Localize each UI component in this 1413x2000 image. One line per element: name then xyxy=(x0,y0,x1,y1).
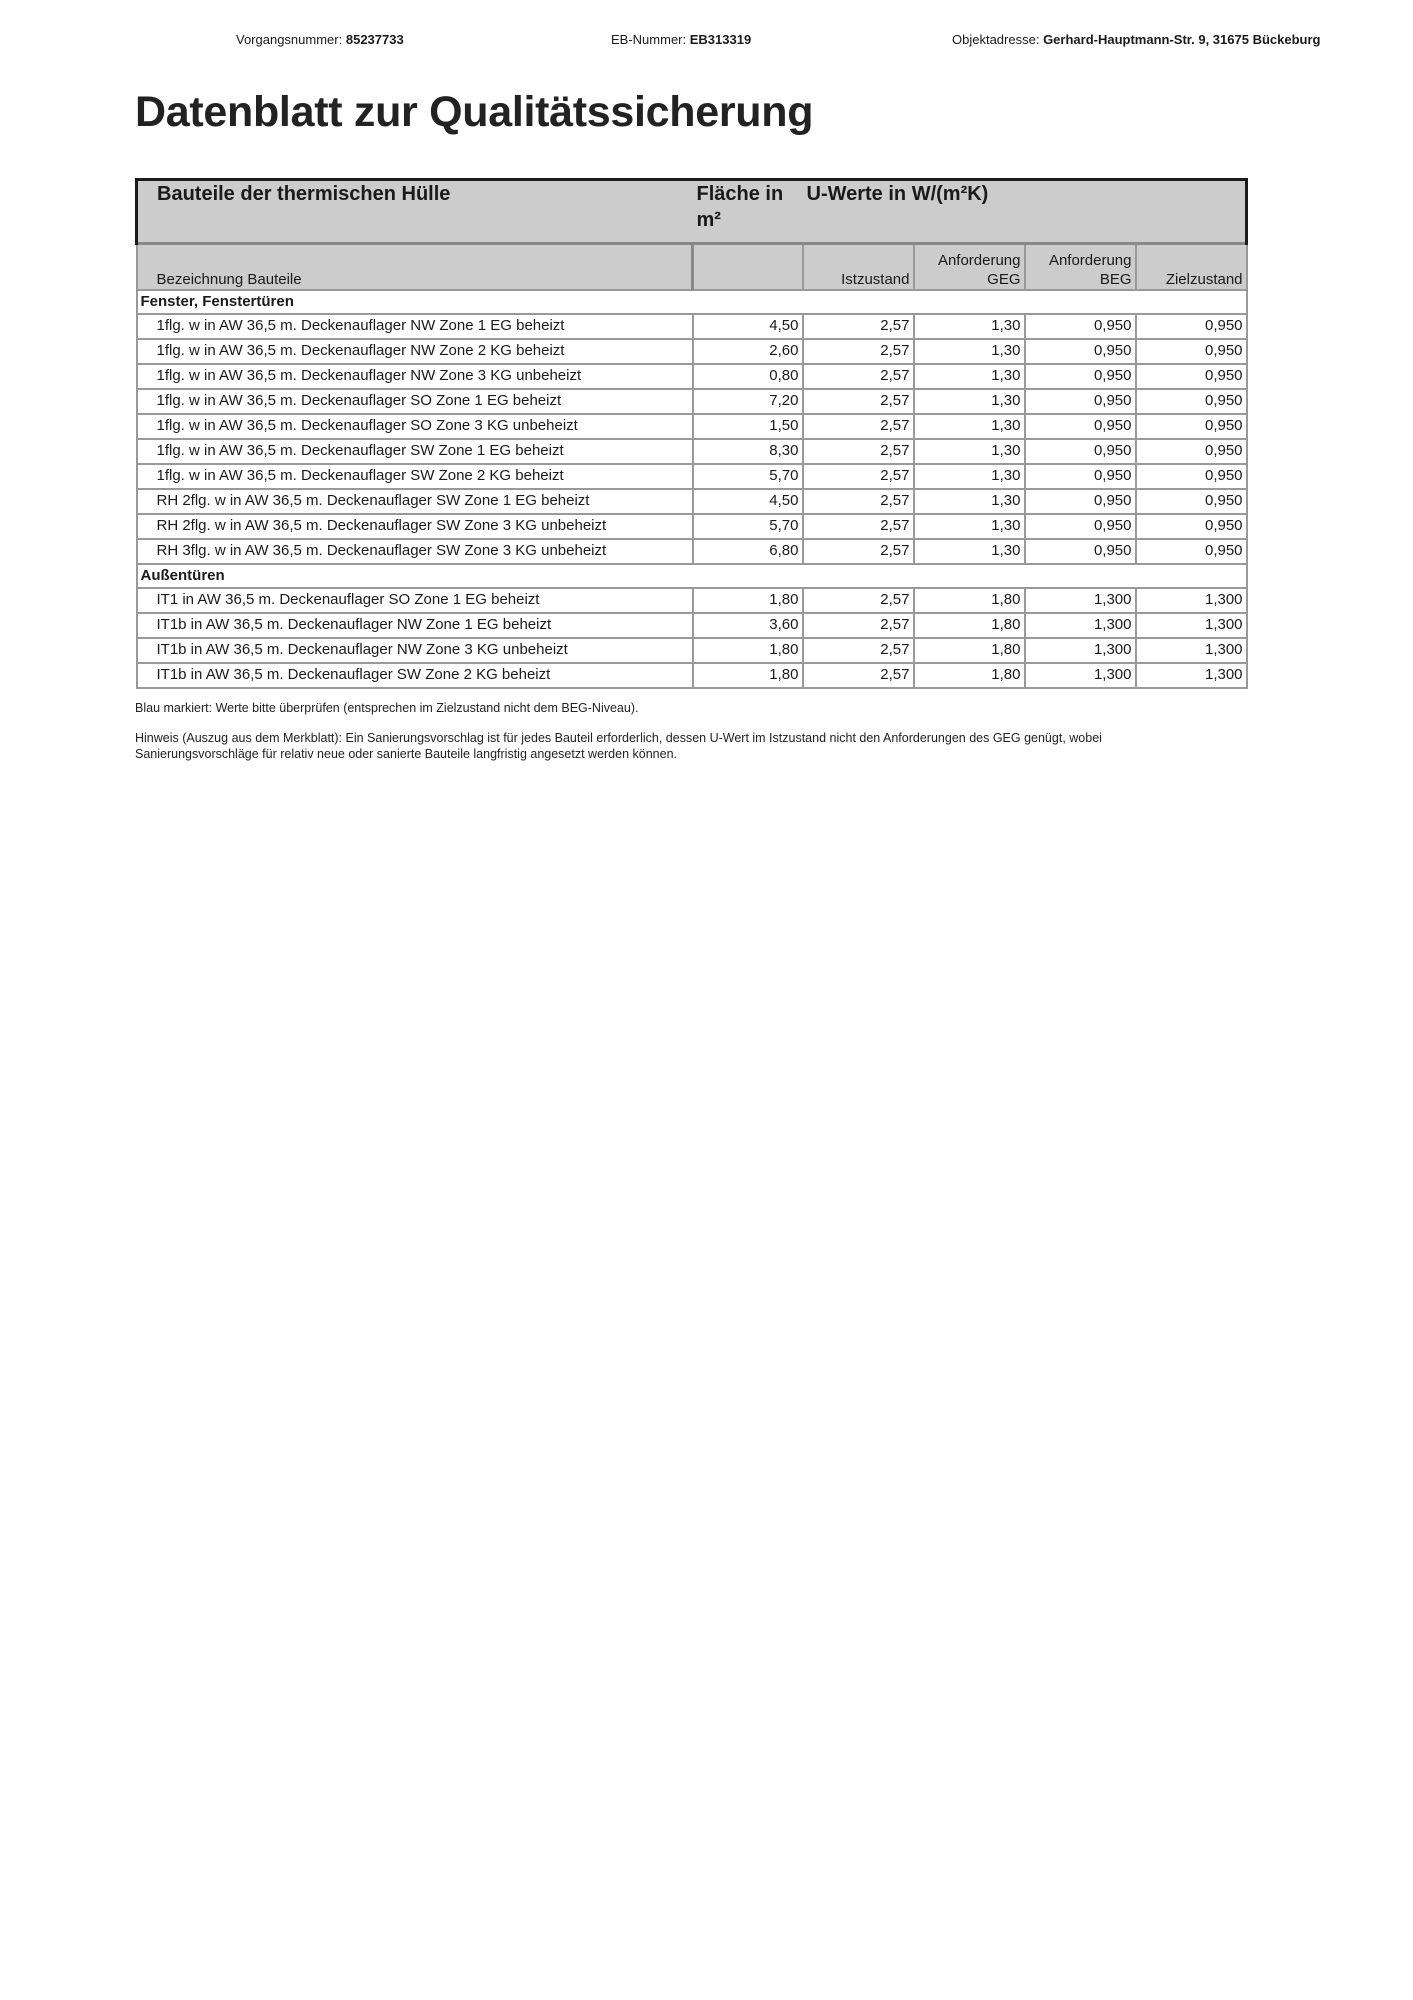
col-header-ist: Istzustand xyxy=(803,244,914,290)
table-group-header-row xyxy=(137,180,1247,244)
cell-zielzustand: 0,950 xyxy=(1136,439,1247,464)
cell-anforderung-beg: 0,950 xyxy=(1025,364,1136,389)
cell-anforderung-geg: 1,30 xyxy=(914,439,1025,464)
cell-istzustand: 2,57 xyxy=(803,364,914,389)
cell-anforderung-beg: 1,300 xyxy=(1025,638,1136,663)
cell-anforderung-geg: 1,80 xyxy=(914,663,1025,688)
table-column-header-row xyxy=(137,244,1247,290)
cell-anforderung-geg: 1,30 xyxy=(914,489,1025,514)
cell-istzustand: 2,57 xyxy=(803,638,914,663)
cell-anforderung-geg: 1,30 xyxy=(914,389,1025,414)
cell-bauteil: IT1b in AW 36,5 m. Deckenauflager NW Zone 3 KG unbeheizt xyxy=(137,638,693,663)
cell-flaeche: 1,80 xyxy=(693,663,803,688)
cell-zielzustand: 0,950 xyxy=(1136,414,1247,439)
cell-bauteil: RH 3flg. w in AW 36,5 m. Deckenauflager SW Zone 3 KG unbeheizt xyxy=(137,539,693,564)
objektadresse-value: Gerhard-Hauptmann-Str. 9, 31675 Bückeburg xyxy=(1043,32,1321,47)
col-header-beg-line1: Anforderung xyxy=(1048,251,1132,269)
table-row xyxy=(137,588,1247,613)
cell-istzustand: 2,57 xyxy=(803,539,914,564)
col-header-beg xyxy=(1025,244,1136,290)
col-header-ziel: Zielzustand xyxy=(1136,244,1247,290)
table-row xyxy=(137,613,1247,638)
page-title: Datenblatt zur Qualitätssicherung xyxy=(135,88,814,136)
cell-anforderung-beg: 0,950 xyxy=(1025,414,1136,439)
table-row xyxy=(137,314,1247,339)
cell-flaeche: 2,60 xyxy=(693,339,803,364)
cell-istzustand: 2,57 xyxy=(803,439,914,464)
cell-bauteil: 1flg. w in AW 36,5 m. Deckenauflager NW Zone 1 EG beheizt xyxy=(137,314,693,339)
cell-bauteil: IT1b in AW 36,5 m. Deckenauflager NW Zone 1 EG beheizt xyxy=(137,613,693,638)
cell-flaeche: 5,70 xyxy=(693,464,803,489)
cell-istzustand: 2,57 xyxy=(803,414,914,439)
cell-anforderung-geg: 1,30 xyxy=(914,364,1025,389)
cell-anforderung-beg: 0,950 xyxy=(1025,314,1136,339)
cell-bauteil: IT1 in AW 36,5 m. Deckenauflager SO Zone 1 EG beheizt xyxy=(137,588,693,613)
cell-istzustand: 2,57 xyxy=(803,514,914,539)
table-row xyxy=(137,539,1247,564)
merkblatt-hint xyxy=(135,730,1265,762)
cell-anforderung-beg: 0,950 xyxy=(1025,389,1136,414)
cell-istzustand: 2,57 xyxy=(803,389,914,414)
cell-anforderung-geg: 1,80 xyxy=(914,613,1025,638)
hint-line-1: Hinweis (Auszug aus dem Merkblatt): Ein Sanierungsvorschlag ist für jedes Bauteil erforderlich, dessen U-Wert im Istzustand nicht den Anforderungen des GEG genügt, wobei xyxy=(135,731,1102,745)
table-row xyxy=(137,364,1247,389)
table-row xyxy=(137,414,1247,439)
group-header: Bauteile der thermischen Hülle xyxy=(137,180,693,244)
cell-zielzustand: 0,950 xyxy=(1136,314,1247,339)
table-row xyxy=(137,663,1247,688)
cell-anforderung-beg: 1,300 xyxy=(1025,613,1136,638)
cell-flaeche: 1,80 xyxy=(693,638,803,663)
cell-anforderung-beg: 0,950 xyxy=(1025,339,1136,364)
eb-nummer-value: EB313319 xyxy=(689,32,752,47)
cell-zielzustand: 1,300 xyxy=(1136,588,1247,613)
cell-flaeche: 7,20 xyxy=(693,389,803,414)
cell-anforderung-beg: 0,950 xyxy=(1025,464,1136,489)
cell-istzustand: 2,57 xyxy=(803,314,914,339)
cell-anforderung-beg: 0,950 xyxy=(1025,539,1136,564)
cell-bauteil: 1flg. w in AW 36,5 m. Deckenauflager SW Zone 1 EG beheizt xyxy=(137,439,693,464)
cell-istzustand: 2,57 xyxy=(803,464,914,489)
objektadresse xyxy=(952,32,1320,47)
section-title: Fenster, Fenstertüren xyxy=(137,290,1247,314)
cell-istzustand: 2,57 xyxy=(803,613,914,638)
col-header-geg-line1: Anforderung xyxy=(937,251,1021,269)
col-header-area xyxy=(693,244,803,290)
cell-flaeche: 8,30 xyxy=(693,439,803,464)
cell-flaeche: 1,80 xyxy=(693,588,803,613)
eb-nummer xyxy=(611,32,751,47)
cell-zielzustand: 0,950 xyxy=(1136,364,1247,389)
cell-zielzustand: 0,950 xyxy=(1136,539,1247,564)
cell-zielzustand: 0,950 xyxy=(1136,489,1247,514)
cell-zielzustand: 0,950 xyxy=(1136,389,1247,414)
cell-anforderung-beg: 0,950 xyxy=(1025,514,1136,539)
area-header-line1: Fläche in xyxy=(696,183,784,205)
cell-flaeche: 1,50 xyxy=(693,414,803,439)
cell-bauteil: 1flg. w in AW 36,5 m. Deckenauflager SO Zone 3 KG unbeheizt xyxy=(137,414,693,439)
cell-anforderung-geg: 1,30 xyxy=(914,314,1025,339)
cell-flaeche: 6,80 xyxy=(693,539,803,564)
cell-anforderung-geg: 1,30 xyxy=(914,414,1025,439)
cell-anforderung-geg: 1,30 xyxy=(914,514,1025,539)
cell-flaeche: 5,70 xyxy=(693,514,803,539)
vorgangsnummer-value: 85237733 xyxy=(345,32,404,47)
cell-zielzustand: 1,300 xyxy=(1136,613,1247,638)
table-row xyxy=(137,439,1247,464)
cell-bauteil: RH 2flg. w in AW 36,5 m. Deckenauflager SW Zone 1 EG beheizt xyxy=(137,489,693,514)
cell-anforderung-geg: 1,30 xyxy=(914,464,1025,489)
section-row xyxy=(137,564,1247,588)
table-row xyxy=(137,638,1247,663)
cell-zielzustand: 0,950 xyxy=(1136,464,1247,489)
area-header-line2: m² xyxy=(696,209,721,231)
cell-anforderung-beg: 1,300 xyxy=(1025,663,1136,688)
col-header-beg-line2: BEG xyxy=(1099,270,1132,288)
cell-bauteil: RH 2flg. w in AW 36,5 m. Deckenauflager SW Zone 3 KG unbeheizt xyxy=(137,514,693,539)
cell-anforderung-geg: 1,30 xyxy=(914,339,1025,364)
uvalue-header: U-Werte in W/(m²K) xyxy=(803,180,1247,244)
cell-bauteil: 1flg. w in AW 36,5 m. Deckenauflager NW Zone 3 KG unbeheizt xyxy=(137,364,693,389)
cell-anforderung-beg: 0,950 xyxy=(1025,439,1136,464)
col-header-name: Bezeichnung Bauteile xyxy=(137,244,693,290)
cell-anforderung-geg: 1,80 xyxy=(914,638,1025,663)
cell-anforderung-beg: 1,300 xyxy=(1025,588,1136,613)
vorgangsnummer xyxy=(236,32,404,47)
cell-istzustand: 2,57 xyxy=(803,663,914,688)
table-row xyxy=(137,389,1247,414)
cell-flaeche: 3,60 xyxy=(693,613,803,638)
eb-nummer-label: EB-Nummer: xyxy=(611,32,687,47)
table-row xyxy=(137,339,1247,364)
cell-istzustand: 2,57 xyxy=(803,489,914,514)
bauteile-table xyxy=(135,178,1248,689)
area-header xyxy=(693,180,803,244)
section-row xyxy=(137,290,1247,314)
cell-zielzustand: 1,300 xyxy=(1136,663,1247,688)
cell-anforderung-geg: 1,30 xyxy=(914,539,1025,564)
cell-anforderung-beg: 0,950 xyxy=(1025,489,1136,514)
col-header-geg-line2: GEG xyxy=(987,270,1021,288)
document-header xyxy=(0,32,1413,52)
table-row xyxy=(137,514,1247,539)
objektadresse-label: Objektadresse: xyxy=(952,32,1040,47)
table-row xyxy=(137,464,1247,489)
vorgangsnummer-label: Vorgangsnummer: xyxy=(236,32,343,47)
cell-bauteil: 1flg. w in AW 36,5 m. Deckenauflager SO Zone 1 EG beheizt xyxy=(137,389,693,414)
section-title: Außentüren xyxy=(137,564,1247,588)
cell-bauteil: 1flg. w in AW 36,5 m. Deckenauflager SW Zone 2 KG beheizt xyxy=(137,464,693,489)
hint-line-2: Sanierungsvorschläge für relativ neue oder sanierte Bauteile langfristig angesetzt werden können. xyxy=(135,747,677,761)
cell-bauteil: IT1b in AW 36,5 m. Deckenauflager SW Zone 2 KG beheizt xyxy=(137,663,693,688)
cell-zielzustand: 1,300 xyxy=(1136,638,1247,663)
cell-anforderung-geg: 1,80 xyxy=(914,588,1025,613)
cell-bauteil: 1flg. w in AW 36,5 m. Deckenauflager NW Zone 2 KG beheizt xyxy=(137,339,693,364)
cell-zielzustand: 0,950 xyxy=(1136,339,1247,364)
blue-mark-note: Blau markiert: Werte bitte überprüfen (entsprechen im Zielzustand nicht dem BEG-Niveau). xyxy=(135,701,639,715)
cell-flaeche: 4,50 xyxy=(693,489,803,514)
table-row xyxy=(137,489,1247,514)
cell-zielzustand: 0,950 xyxy=(1136,514,1247,539)
cell-istzustand: 2,57 xyxy=(803,588,914,613)
col-header-geg xyxy=(914,244,1025,290)
cell-flaeche: 0,80 xyxy=(693,364,803,389)
cell-istzustand: 2,57 xyxy=(803,339,914,364)
cell-flaeche: 4,50 xyxy=(693,314,803,339)
